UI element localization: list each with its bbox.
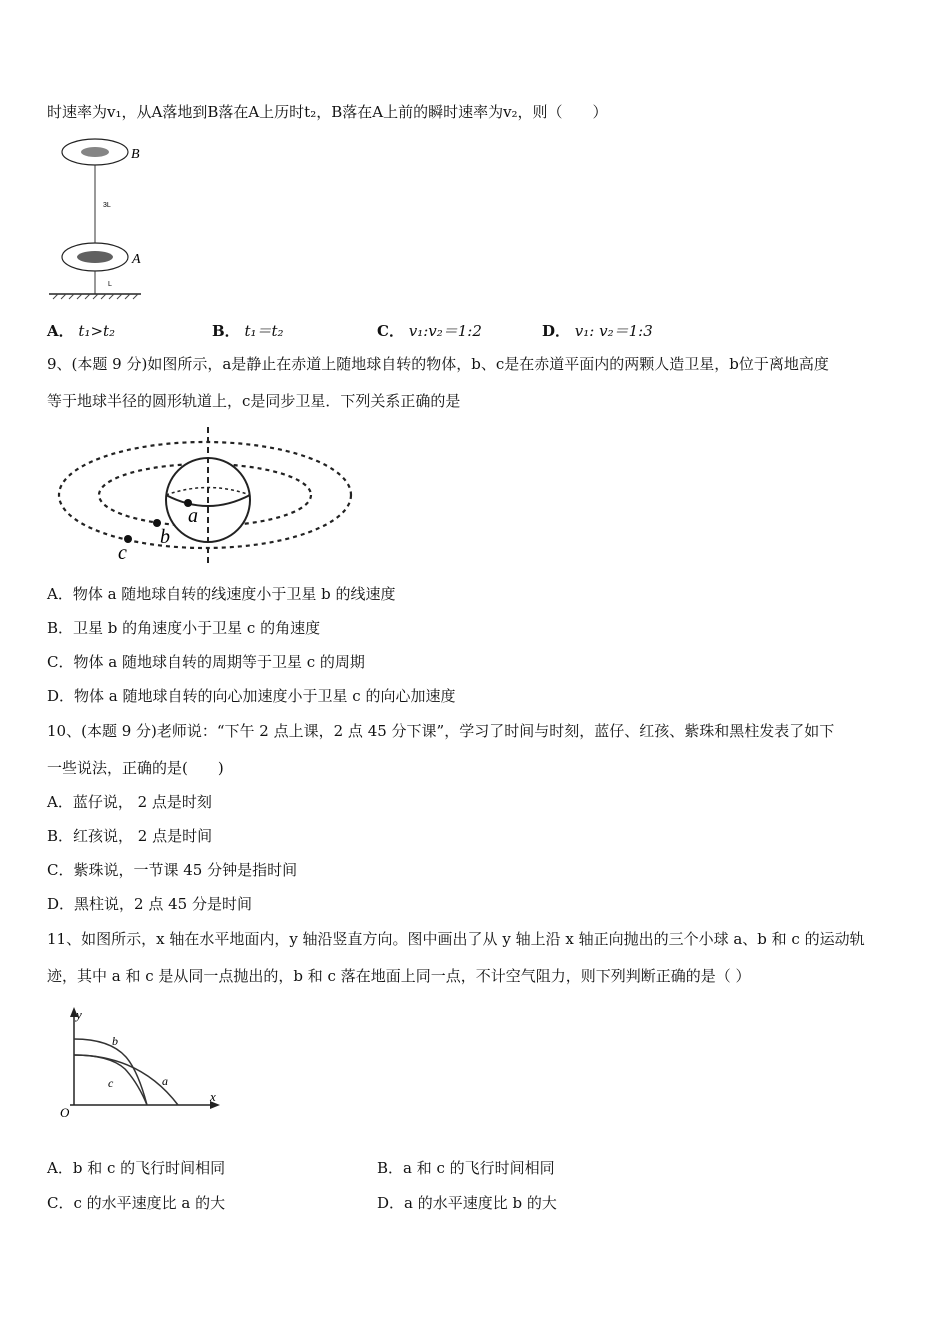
label-o: O — [60, 1105, 70, 1120]
label-b: b — [112, 1034, 118, 1048]
q9-option-b: B．卫星 b 的角速度小于卫星 c 的角速度 — [47, 619, 321, 637]
label-c: c — [118, 542, 127, 564]
label-a: A — [132, 252, 141, 267]
q9-stem-line2: 等于地球半径的圆形轨道上，c是同步卫星．下列关系正确的是 — [47, 392, 461, 410]
q8-option-a: A． t₁>t₂ — [47, 322, 116, 340]
label-b: b — [160, 526, 170, 548]
q8-options — [0, 320, 950, 342]
label-c: c — [108, 1076, 114, 1090]
q8-option-c: C． v₁:v₂＝1:2 — [377, 322, 482, 340]
q11-stem-line2: 迹，其中 a 和 c 是从同一点抛出的，b 和 c 落在地面上同一点，不计空气阻力，则下列判断正确的是（ ） — [47, 967, 751, 985]
q8-stem-tail: 时速率为v₁，从A落地到B落在A上历时t₂，B落在A上前的瞬时速率为v₂，则（ ） — [47, 103, 608, 121]
mass-b — [81, 147, 109, 157]
q11-figure — [50, 1005, 230, 1125]
q9-stem-line1: 9、(本题 9 分)如图所示，a是静止在赤道上随地球自转的物体，b、c是在赤道平面内的两颗人造卫星，b位于离地高度 — [47, 355, 829, 373]
q10-option-c: C．紫珠说，一节课 45 分钟是指时间 — [47, 861, 298, 879]
label-a: a — [188, 505, 198, 527]
q11-option-d: D．a 的水平速度比 b 的大 — [377, 1194, 557, 1212]
q8-option-b: B． t₁＝t₂ — [212, 322, 284, 340]
label-l: L — [108, 281, 112, 288]
label-x: x — [210, 1089, 216, 1104]
label-y: y — [76, 1007, 82, 1022]
q9-option-d: D．物体 a 随地球自转的向心加速度小于卫星 c 的向心加速度 — [47, 687, 456, 705]
q11-option-b: B．a 和 c 的飞行时间相同 — [377, 1159, 555, 1177]
label-a: a — [162, 1074, 168, 1088]
q10-stem-line2: 一些说法，正确的是( ) — [47, 759, 224, 777]
q8-option-d: D． v₁: v₂＝1:3 — [542, 322, 653, 340]
q9-figure — [50, 425, 360, 570]
q9-option-c: C．物体 a 随地球自转的周期等于卫星 c 的周期 — [47, 653, 365, 671]
q10-option-d: D．黑柱说，2 点 45 分是时间 — [47, 895, 252, 913]
q10-option-b: B．红孩说， 2 点是时间 — [47, 827, 213, 845]
q8-figure — [45, 132, 155, 302]
q11-option-a: A．b 和 c 的飞行时间相同 — [47, 1159, 226, 1177]
q11-stem-line1: 11、如图所示，x 轴在水平地面内，y 轴沿竖直方向。图中画出了从 y 轴上沿 x 轴正向抛出的三个小球 a、b 和 c 的运动轨 — [47, 930, 865, 948]
q9-option-a: A．物体 a 随地球自转的线速度小于卫星 b 的线速度 — [47, 585, 396, 603]
label-3l: 3L — [103, 202, 111, 209]
trajectory-c — [74, 1039, 147, 1105]
q10-option-a: A．蓝仔说， 2 点是时刻 — [47, 793, 212, 811]
q11-option-c: C．c 的水平速度比 a 的大 — [47, 1194, 226, 1212]
label-b: B — [131, 147, 140, 162]
q10-stem-line1: 10、(本题 9 分)老师说：“下午 2 点上课，2 点 45 分下课”，学习了时间与时刻，蓝仔、红孩、紫珠和黑柱发表了如下 — [47, 722, 835, 740]
mass-a — [77, 251, 113, 263]
